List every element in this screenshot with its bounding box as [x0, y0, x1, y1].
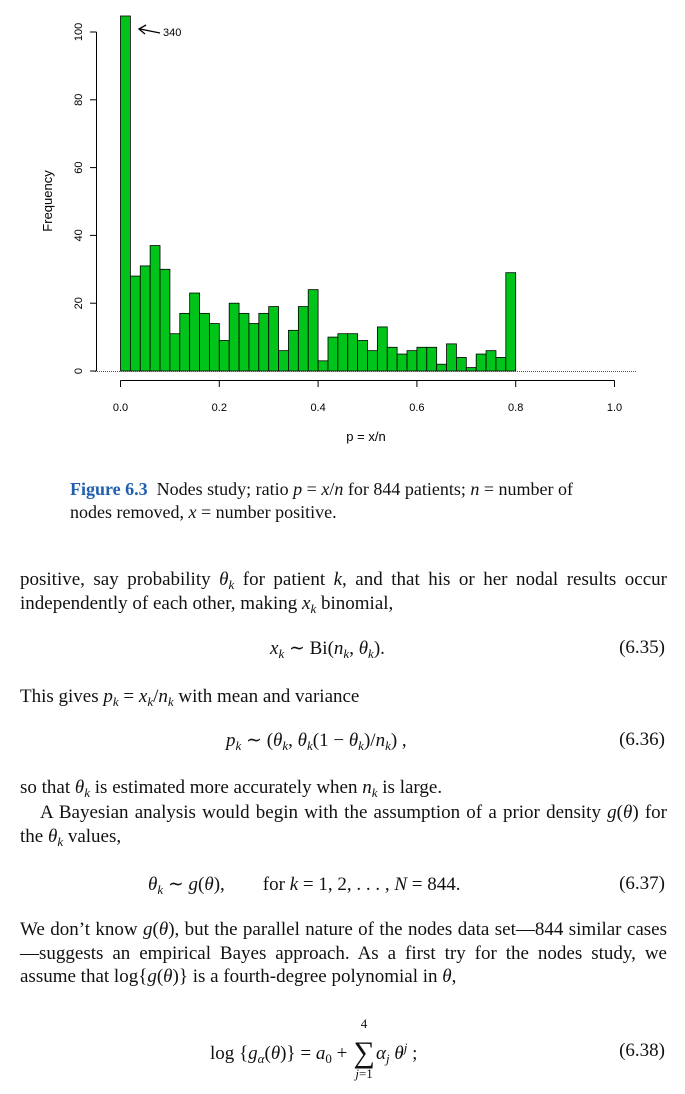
histogram-bar [358, 340, 368, 371]
y-tick-label: 60 [73, 161, 85, 174]
equation-6-37: $\theta_k$ ∼ g(θ), for k = 1, 2, . . . , N = 844. (6.37) [148, 873, 665, 897]
x-tick-label: 0.6 [409, 402, 425, 414]
equation-number: (6.35) [619, 637, 665, 658]
paragraph-2: This gives $p_k = x_k/n_k$ with mean and variance [20, 686, 360, 709]
x-tick-label: 0.2 [211, 402, 227, 414]
y-tick-label: 20 [73, 297, 85, 310]
equation-6-36: $p_k$ ∼ ($\theta_k$, $\theta_k(1 - \theta_k)/n_k$) , (6.36) [226, 729, 665, 753]
histogram-bar [387, 347, 397, 371]
y-axis [73, 23, 97, 374]
equation-6-35: $x_k$ ∼ $Bi(n_k$, $\theta_k$). (6.35) [270, 637, 665, 661]
annotation-340 [139, 25, 181, 39]
histogram-bar [288, 330, 298, 371]
histogram-bar [130, 276, 140, 371]
histogram-bar [269, 307, 279, 371]
x-tick-label: 0.4 [310, 402, 326, 414]
equation-6-38: $\log \{g_\alpha(\theta)\} = a_0$ + 4 ∑ j=1 $\alpha_j$ $\theta^j$ ; (6.38) [210, 1016, 665, 1081]
histogram-bar [200, 313, 210, 371]
histogram-bar [239, 313, 249, 371]
histogram-bar [486, 351, 496, 371]
y-axis-label: Frequency [40, 170, 55, 232]
histogram-bar [249, 324, 259, 371]
histogram-bar [407, 351, 417, 371]
y-tick-label: 100 [73, 22, 85, 42]
y-tick-label: 40 [73, 229, 85, 242]
histogram-bar [377, 327, 387, 371]
x-tick-label: 0.0 [112, 402, 129, 414]
paragraph-1: positive, say probability $\theta_k$ for patient k, and that his or her nodal results occur independently of each other, making $x_k$ binomial, [20, 569, 667, 616]
histogram-bar [160, 269, 170, 371]
histogram-bar [180, 313, 190, 371]
x-tick-label: 1.0 [606, 402, 623, 414]
histogram-bar [328, 337, 338, 371]
histogram-bar [229, 303, 239, 371]
x-axis [113, 381, 622, 415]
histogram-bar [279, 351, 289, 371]
caption-label: Figure 6.3 [70, 479, 148, 499]
histogram-bar [308, 290, 318, 371]
histogram-bar [466, 368, 476, 371]
equation-number: (6.38) [619, 1040, 665, 1061]
paragraph-4: A Bayesian analysis would begin with the assumption of a prior density g(θ) for the $\theta_k$ values, [20, 802, 667, 849]
y-tick-label: 0 [73, 367, 85, 375]
histogram-bar [397, 354, 407, 371]
histogram-chart [0, 0, 685, 470]
figure-caption [70, 478, 610, 524]
caption-text: Nodes study; ratio p = x/n for 844 patients; n = number of nodes removed, x = number positive. [70, 479, 573, 522]
histogram-bar [456, 357, 466, 371]
histogram-bar [476, 354, 486, 371]
x-tick-label: 0.8 [508, 402, 524, 414]
histogram-bar [298, 307, 308, 371]
x-axis-label: p = x/n [346, 429, 386, 444]
histogram-bar [417, 347, 427, 371]
y-tick-label: 80 [73, 93, 85, 106]
histogram-bar [259, 313, 269, 371]
bars-group [121, 16, 516, 371]
histogram-bar [170, 334, 180, 371]
histogram-bar [140, 266, 150, 371]
histogram-bar [368, 351, 378, 371]
histogram-bar [437, 364, 447, 371]
equation-number: (6.37) [619, 873, 665, 894]
annotation-label: 340 [163, 27, 182, 39]
histogram-bar [121, 16, 131, 371]
histogram-bar [209, 324, 219, 371]
histogram-bar [190, 293, 200, 371]
paragraph-3: so that $\theta_k$ is estimated more accurately when $n_k$ is large. [20, 777, 443, 800]
histogram-bar [447, 344, 457, 371]
histogram-bar [496, 357, 506, 371]
paragraph-5: We don’t know g(θ), but the parallel nature of the nodes data set—844 similar cases—suggests an empirical Bayes approach. As a first try for the nodes study, we assume that log{g(θ)} is a fourth-degree polynomial in θ, [20, 919, 667, 987]
histogram-bar [427, 347, 437, 371]
histogram-bar [219, 340, 229, 371]
equation-number: (6.36) [619, 729, 665, 750]
histogram-bar [318, 361, 328, 371]
histogram-bar [150, 246, 160, 371]
summation-symbol: 4 ∑ j=1 [353, 1016, 375, 1081]
histogram-bar [506, 273, 516, 371]
histogram-bar [338, 334, 348, 371]
histogram-bar [348, 334, 358, 371]
